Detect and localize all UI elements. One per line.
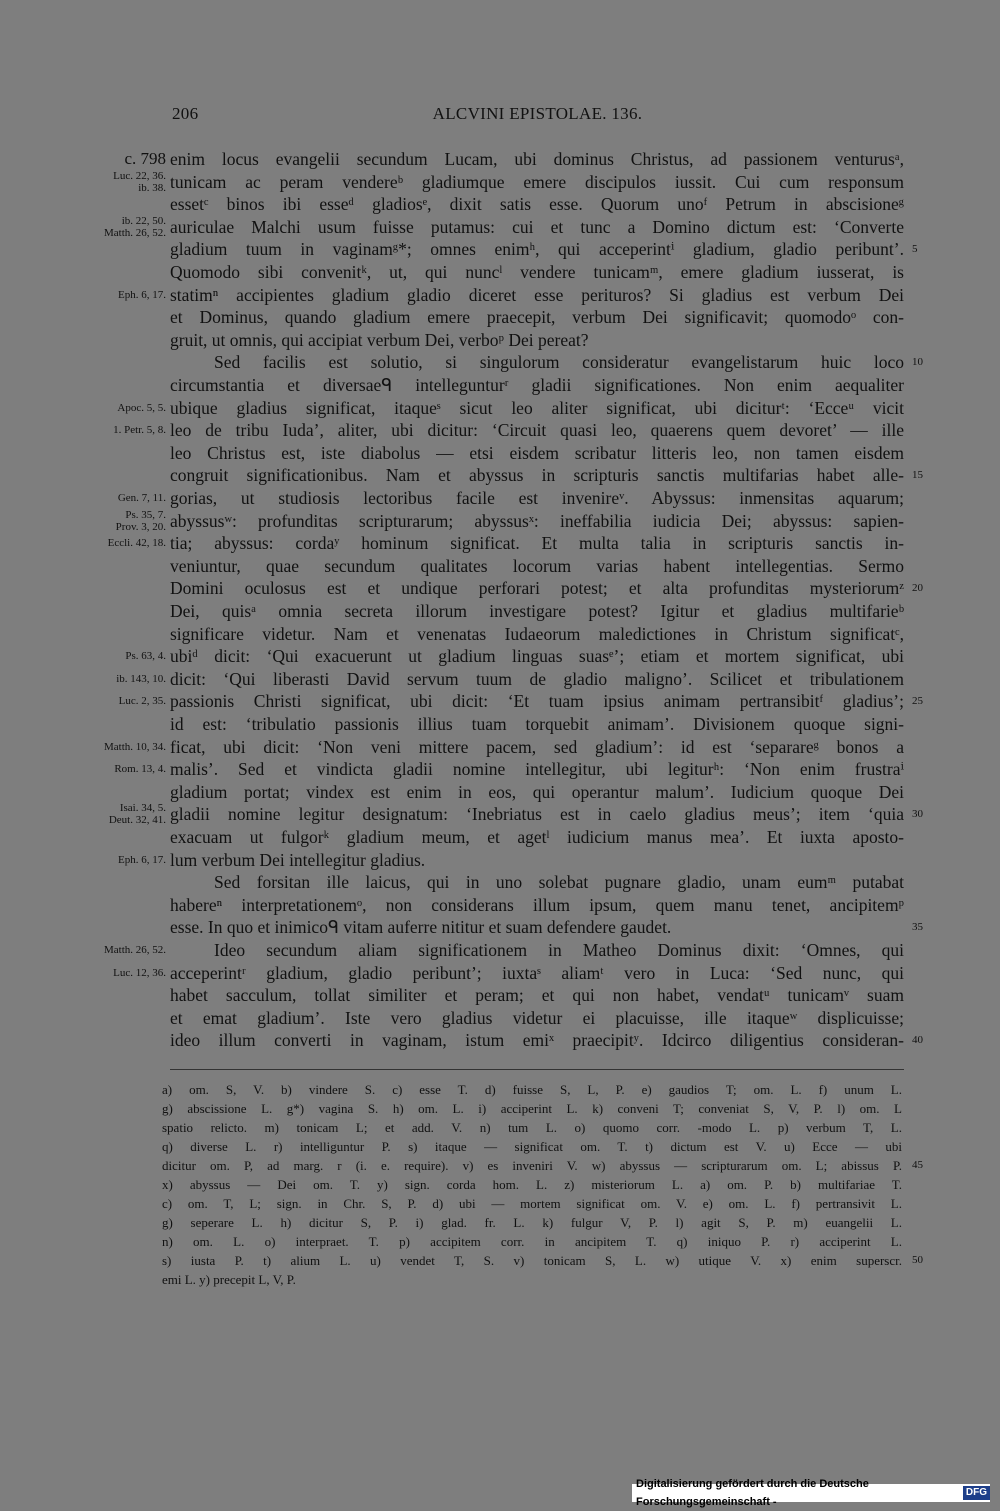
margin-reference: Gen. 7, 11.: [117, 492, 166, 504]
line-number: 25: [912, 695, 923, 707]
margin-reference: Luc. 22, 36. ib. 38.: [113, 170, 166, 194]
margin-reference: Matth. 26, 52.: [103, 944, 166, 956]
text-line: Dei, quisᵃ omnia secreta illorum investigare potest? Igitur et gladius multifarieᵇ: [170, 601, 904, 621]
text-line: ideo illum converti in vaginam, istum emiˣ praecipitʸ. Idcirco diligentius consideran-: [170, 1030, 904, 1050]
text-line: circumstantia et diversaeᑫ intellegunturʳ gladii significationes. Non enim aequaliter: [170, 375, 904, 395]
margin-reference: Eph. 6, 17.: [118, 854, 166, 866]
margin-reference: Rom. 13, 4.: [114, 763, 166, 775]
text-line: statimⁿ accipientes gladium gladio diceret esse perituros? Si gladius est verbum Dei: [170, 285, 904, 305]
line-number: 15: [912, 469, 923, 481]
note-line: n) om. L. o) interpraet. T. p) accipitem corr. in ancipitem T. q) iniquo P. r) acciperint L.: [162, 1234, 902, 1249]
text-line: auriculae Malchi usum fuisse putamus: cui et tunc a Domino dictum est: ‘Converte: [170, 217, 904, 237]
text-line: Quomodo sibi convenitᵏ, ut, qui nuncˡ vendere tunicamᵐ, emere gladium iusserat, is: [170, 262, 904, 282]
note-line-number: 45: [912, 1159, 923, 1171]
text-line: significare videtur. Nam et venenatas Iudaeorum maledictiones in Christum significatᶜ,: [170, 624, 904, 644]
text-line: ubiᵈ dicit: ‘Qui exacuerunt ut gladium linguas suasᵉ’; etiam et mortem significat, ubi: [170, 646, 904, 666]
text-line: essetᶜ binos ibi esseᵈ gladiosᵉ, dixit satis esse. Quorum unoᶠ Petrum in abscisioneᵍ: [170, 194, 904, 214]
line-number: 30: [912, 808, 923, 820]
text-line: enim locus evangelii secundum Lucam, ubi dominus Christus, ad passionem venturusᵃ,: [170, 149, 904, 169]
text-line: tia; abyssus: cordaʸ hominum significat. Et multa talia in scripturis sanctis in-: [170, 533, 904, 553]
text-line: dicit: ‘Qui liberasti David servum tuum de gladio maligno’. Scilicet et tribulationem: [170, 669, 904, 689]
text-line: gruit, ut omnis, qui accipiat verbum Dei, verboᵖ Dei pereat?: [170, 330, 589, 350]
margin-reference: 1. Petr. 5, 8.: [113, 424, 166, 436]
text-line: Sed facilis est solutio, si singulorum consideratur evangelistarum huic loco: [214, 352, 904, 372]
text-line: leo Christus est, iste diabolus — etsi eisdem scribatur litteris leo, non tamen eisdem: [170, 443, 904, 463]
page-header: [170, 104, 905, 134]
line-number: 10: [912, 356, 923, 368]
margin-reference: Matth. 10, 34.: [103, 741, 166, 753]
line-number: 40: [912, 1034, 923, 1046]
margin-reference: Ps. 35, 7. Prov. 3, 20.: [115, 509, 166, 533]
text-line: ubique gladius significat, itaqueˢ sicut leo aliter significat, ubi diciturᵗ: ‘Ecceᵘ vicit: [170, 398, 904, 418]
margin-reference: Luc. 2, 35.: [118, 695, 166, 707]
note-line: spatio relicto. m) tonicam L; et add. V. n) tum L. o) quomo corr. -modo L. p) verbum T, L.: [162, 1120, 902, 1135]
text-line: habereⁿ interpretationemᵒ, non considerans illum ipsum, quem manu tenet, ancipitemᵖ: [170, 895, 904, 915]
running-head: ALCVINI EPISTOLAE. 136.: [432, 104, 643, 123]
note-line: emi L. y) precepit L, V, P.: [162, 1272, 296, 1287]
note-line: s) iusta P. t) alium L. u) vendet T, S. v) tonicam S, L. w) utique V. x) enim superscr.: [162, 1253, 902, 1268]
text-line: acceperintʳ gladium, gladio peribunt’; iuxtaˢ aliamᵗ vero in Luca: ‘Sed nunc, qui: [170, 963, 904, 983]
line-number: 35: [912, 921, 923, 933]
text-line: gladium tuum in vaginamᵍ*; omnes enimʰ, qui acceperintⁱ gladium, gladio peribunt’.: [170, 239, 904, 259]
margin-reference: ib. 22, 50. Matth. 26, 52.: [103, 215, 166, 239]
text-line: malis’. Sed et vindicta gladii nomine intellegitur, ubi legiturʰ: ‘Non enim frustraⁱ: [170, 759, 904, 779]
margin-reference: Apoc. 5, 5.: [117, 402, 166, 414]
text-line: Ideo secundum aliam significationem in Matheo Dominus dixit: ‘Omnes, qui: [214, 940, 904, 960]
digitization-credit: [632, 1478, 990, 1508]
text-line: et Dominus, quando gladium emere praecepit, verbum Dei significavit; quomodoᵒ con-: [170, 307, 904, 327]
margin-reference: Eccli. 42, 18.: [107, 537, 166, 549]
text-line: habet sacculum, tollat similiter et peram; et qui non habet, vendatᵘ tunicamᵛ suam: [170, 985, 904, 1005]
footnote-divider: [170, 1069, 904, 1070]
margin-reference: Luc. 12, 36.: [113, 967, 166, 979]
line-number: 20: [912, 582, 923, 594]
note-line: a) om. S, V. b) vindere S. c) esse T. d) fuisse S, L, P. e) gaudios T; om. L. f) unum L.: [162, 1082, 902, 1097]
text-line: veniuntur, quae secundum qualitates locorum varias habent intellegentias. Sermo: [170, 556, 904, 576]
margin-reference: Isai. 34, 5. Deut. 32, 41.: [108, 802, 166, 826]
text-line: exacuam ut fulgorᵏ gladium meum, et agetˡ iudicium manus mea’. Et iuxta aposto-: [170, 827, 904, 847]
text-line: id est: ‘tribulatio passionis illius tuam torquebit animam’. Divisionem quoque signi-: [170, 714, 904, 734]
text-line: esse. In quo et inimicoᑫ vitam auferre nititur et suam defendere gaudet.: [170, 917, 672, 937]
note-line: x) abyssus — Dei om. T. y) sign. corda hom. L. z) misteriorum L. a) om. P. b) multifariae T.: [162, 1177, 902, 1192]
text-line: Domini oculosus est et undique perforari potest; et alta profunditas mysteriorumᶻ: [170, 578, 904, 598]
text-line: abyssusʷ: profunditas scripturarum; abyssusˣ: ineffabilia iudicia Dei; abyssus: sapien-: [170, 511, 904, 531]
note-line: g) abscissione L. g*) vagina S. h) om. L. i) acciperint L. k) conveni T; conveniat S, V, P. l) om. L: [162, 1101, 902, 1116]
note-line: dicitur om. P, ad marg. r (i. e. require). v) es inveniri V. w) abyssus — scripturarum om. L; abissus P.: [162, 1158, 902, 1173]
text-line: et emat gladium’. Iste vero gladius videtur ei placuisse, ille itaqueʷ displicuisse;: [170, 1008, 904, 1028]
margin-reference: ib. 143, 10.: [116, 673, 166, 685]
text-line: gladii nomine legitur designatum: ‘Inebriatus est in caelo gladius meus’; item ‘quia: [170, 804, 904, 824]
text-line: leo de tribu Iuda’, aliter, ubi dicitur: ‘Circuit quasi leo, quaerens quem devoret’ — ille: [170, 420, 904, 440]
text-line: ficat, ubi dicit: ‘Non veni mittere pacem, sed gladium’: id est ‘separareᵍ bonos a: [170, 737, 904, 757]
text-line: gladium portat; vindex est enim in eos, qui operantur malum’. Iudicium quoque Dei: [170, 782, 904, 802]
note-line: g) seperare L. h) dicitur S, P. i) glad. fr. L. k) fulgur V, P. l) agit S, P. m) euangelii L.: [162, 1215, 902, 1230]
text-line: congruit significationibus. Nam et abyssus in scripturis sanctis multifarias habet alle-: [170, 465, 904, 485]
text-line: Sed forsitan ille laicus, qui in uno solebat pugnare gladio, unam eumᵐ putabat: [214, 872, 904, 892]
text-line: passionis Christi significat, ubi dicit: ‘Et tuam ipsius animam pertransibitᶠ gladius’;: [170, 691, 904, 711]
margin-reference: c. 798: [124, 149, 166, 168]
note-line: c) om. T, L; sign. in Chr. S, P. d) ubi — mortem significat om. V. e) om. L. f) pertransivit L.: [162, 1196, 902, 1211]
text-line: lum verbum Dei intellegitur gladius.: [170, 850, 426, 870]
note-line-number: 50: [912, 1254, 923, 1266]
margin-reference: Ps. 63, 4.: [125, 650, 166, 662]
page-number: 206: [172, 104, 199, 123]
credit-text: Digitalisierung gefördert durch die Deutsche Forschungsgemeinschaft -: [636, 1478, 869, 1508]
text-line: tunicam ac peram vendereᵇ gladiumque emere discipulos iussit. Cui cum responsum: [170, 172, 904, 192]
note-line: q) diverse L. r) intelliguntur P. s) itaque — significat om. T. t) dictum est V. u) Ecce — ubi: [162, 1139, 902, 1154]
text-line: gorias, ut studiosis lectoribus facile est invenireᵛ. Abyssus: inmensitas aquarum;: [170, 488, 904, 508]
dfg-logo: DFG: [963, 1486, 990, 1500]
margin-reference: Eph. 6, 17.: [118, 289, 166, 301]
line-number: 5: [912, 243, 918, 255]
